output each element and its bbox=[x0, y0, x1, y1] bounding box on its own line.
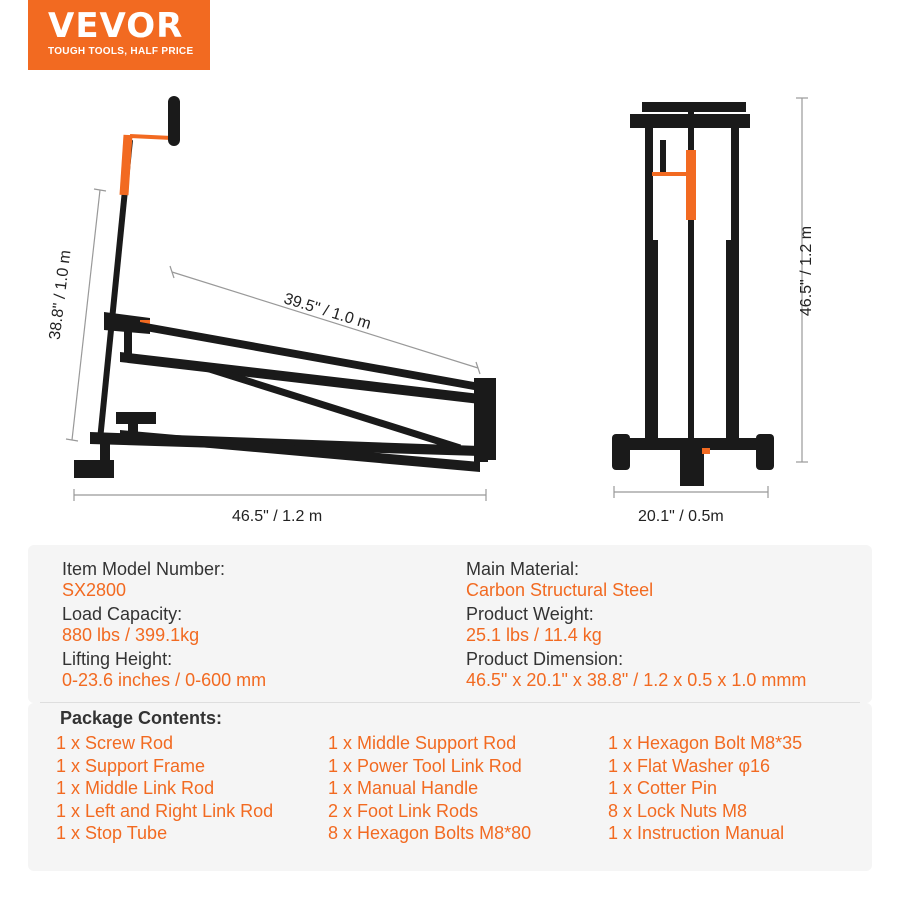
spec-label-capacity: Load Capacity: bbox=[62, 604, 183, 624]
package-item: 1 x Manual Handle bbox=[328, 778, 479, 798]
height-dimension-label: 38.8" / 1.0 m bbox=[46, 249, 75, 341]
package-item: 1 x Middle Support Rod bbox=[328, 733, 517, 753]
ramp-dimension-label: 39.5" / 1.0 m bbox=[281, 290, 373, 334]
spec-value-dimension: 46.5" x 20.1" x 38.8" / 1.2 x 0.5 x 1.0 mmm bbox=[466, 670, 807, 690]
lift-side-view bbox=[74, 102, 496, 478]
package-item: 1 x Screw Rod bbox=[56, 733, 174, 753]
front-width-dimension-label: 20.1" / 0.5m bbox=[638, 508, 724, 525]
package-item: 1 x Middle Link Rod bbox=[56, 778, 215, 798]
package-title: Package Contents: bbox=[60, 708, 223, 728]
package-item: 2 x Foot Link Rods bbox=[328, 801, 479, 821]
spec-label-material: Main Material: bbox=[466, 559, 580, 579]
package-item: 1 x Left and Right Link Rod bbox=[56, 801, 274, 821]
package-item: 8 x Lock Nuts M8 bbox=[608, 801, 748, 821]
spec-value-weight: 25.1 lbs / 11.4 kg bbox=[466, 625, 602, 645]
height-dimension-line bbox=[72, 190, 100, 440]
spec-value-lifting-height: 0-23.6 inches / 0-600 mm bbox=[62, 670, 267, 690]
package-item: 1 x Cotter Pin bbox=[608, 778, 718, 798]
brand-name: VEVOR bbox=[48, 6, 184, 46]
front-height-dimension-label: 46.5" / 1.2 m bbox=[798, 225, 816, 317]
package-item: 1 x Flat Washer φ16 bbox=[608, 756, 771, 776]
spec-label-weight: Product Weight: bbox=[466, 604, 594, 624]
length-dimension-label: 46.5" / 1.2 m bbox=[232, 508, 323, 525]
package-item: 1 x Power Tool Link Rod bbox=[328, 756, 522, 776]
spec-value-model: SX2800 bbox=[62, 580, 127, 600]
package-item: 1 x Hexagon Bolt M8*35 bbox=[608, 733, 803, 753]
spec-value-capacity: 880 lbs / 399.1kg bbox=[62, 625, 200, 645]
package-item: 1 x Stop Tube bbox=[56, 823, 168, 843]
package-item: 1 x Instruction Manual bbox=[608, 823, 785, 843]
spec-label-dimension: Product Dimension: bbox=[466, 649, 624, 669]
spec-value-material: Carbon Structural Steel bbox=[466, 580, 654, 600]
package-item: 8 x Hexagon Bolts M8*80 bbox=[328, 823, 532, 843]
spec-label-lifting-height: Lifting Height: bbox=[62, 649, 173, 669]
lift-front-view bbox=[612, 102, 774, 486]
brand-tagline: TOUGH TOOLS, HALF PRICE bbox=[48, 46, 194, 57]
spec-label-model: Item Model Number: bbox=[62, 559, 226, 579]
package-item: 1 x Support Frame bbox=[56, 756, 206, 776]
